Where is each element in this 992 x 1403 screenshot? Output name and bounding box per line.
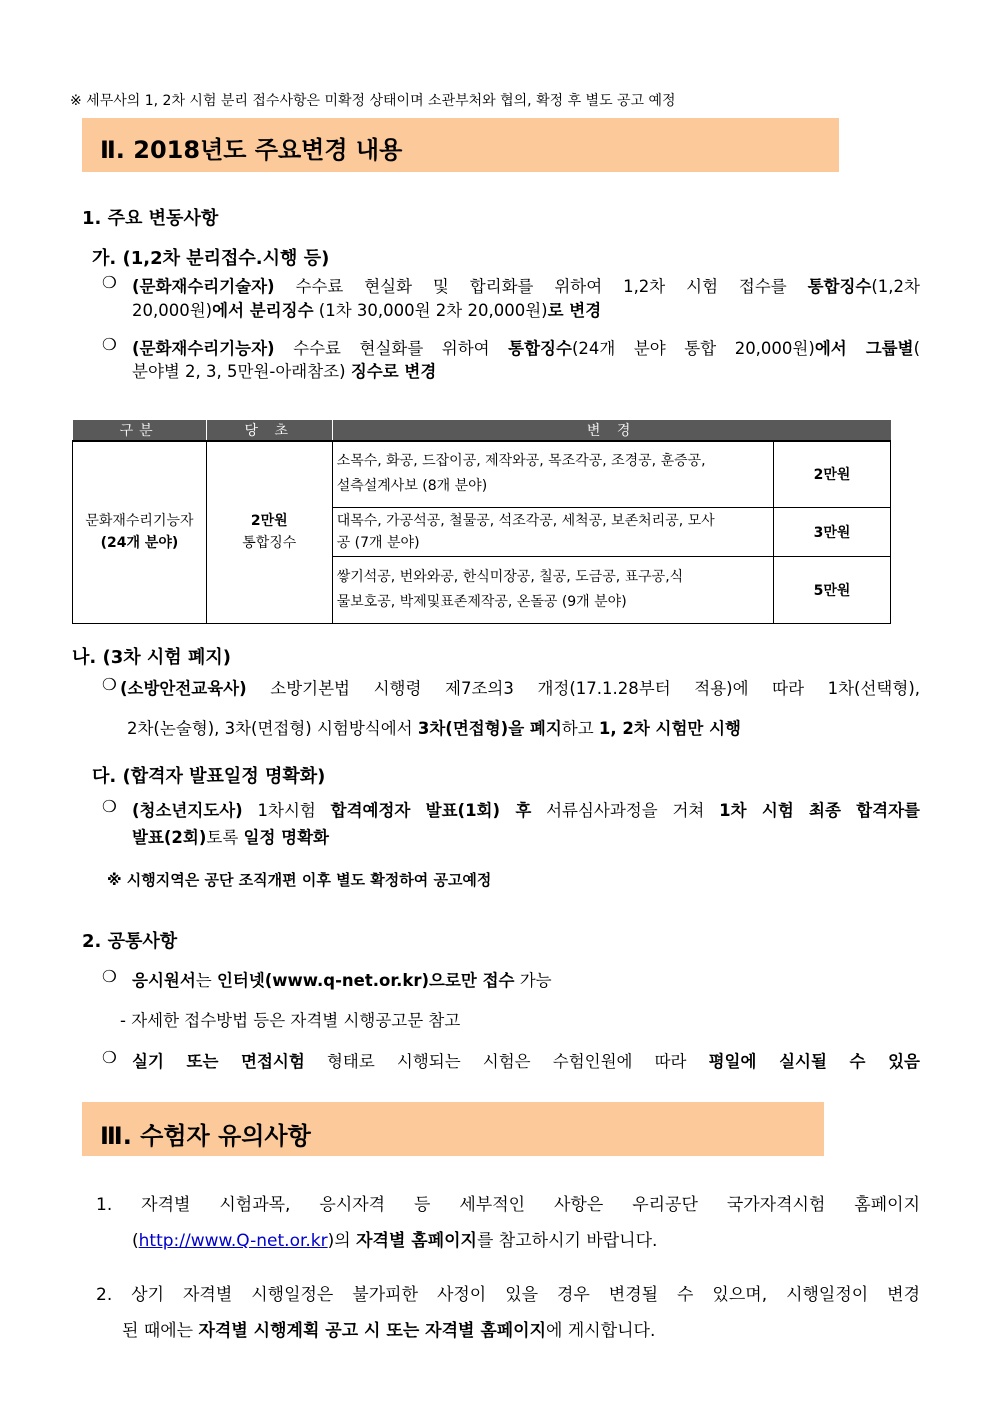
qnet-link[interactable]: http://www.Q-net.or.kr (138, 1231, 328, 1251)
common-i1d: 가능 (514, 971, 552, 990)
notice-l2-post: 를 참고하시기 바랍니다. (476, 1231, 658, 1251)
header-original: 당 초 (206, 420, 332, 441)
da-l1c: 합격예정자 발표(1회) 후 (330, 801, 532, 820)
top-note: ※ 세무사의 1, 2차 시험 분리 접수사항은 미확정 상태이며 소관부처와 협의, 확정 후 별도 공고 예정 (70, 93, 676, 109)
common-item1 (132, 967, 552, 991)
heading-da: 다. (합격자 발표일정 명확화) (92, 766, 326, 787)
ga-item2-text2: (24개 분야 통합 20,000원) (571, 339, 815, 358)
original-fee: 2만원 (250, 513, 288, 530)
common-i1b: 는 (195, 971, 217, 990)
na-l2b: 3차(면접형)을 폐지 (417, 719, 562, 738)
da-l1d: 서류심사과정을 거쳐 (531, 801, 720, 820)
trade-list-line: 대목수, 가공석공, 철물공, 석조각공, 세척공, 보존처리공, 모사 (336, 512, 715, 529)
da-l2b: 토록 (206, 828, 244, 847)
ga-item1-post: (1,2차 (871, 277, 920, 296)
ga-item2-bold2: 에서 그룹별 (814, 339, 914, 358)
common-i2a: 실기 또는 면접시험 (132, 1052, 305, 1071)
common-i1c: 인터넷(www.q-net.or.kr)으로만 접수 (216, 971, 515, 990)
table-header-row (73, 420, 891, 441)
ga-item1-text: 수수료 현실화 및 합리화를 위하여 1,2차 시험 접수를 (274, 277, 808, 296)
notice-l2-mid: )의 (327, 1231, 357, 1251)
da-l2a: 발표(2회) (132, 828, 207, 847)
trade-list-cell (332, 507, 773, 556)
category-cell (73, 441, 207, 623)
notice-i2-a: 된 때에는 (122, 1321, 199, 1341)
notice-i2-c: 에 게시합니다. (546, 1321, 656, 1341)
common-i2b: 형태로 시행되는 시험은 수험인원에 따라 (304, 1052, 709, 1071)
ga-item1-l2c: (1차 30,000원 2차 20,000원) (313, 301, 548, 320)
ga-item1-l2a: 20,000원) (132, 301, 213, 320)
section-2-title-box (82, 118, 839, 172)
common-i1a: 응시원서 (132, 971, 196, 990)
fee-cell: 3만원 (774, 507, 891, 556)
trade-list-line: 공 (7개 분야) (336, 534, 420, 551)
heading-na: 나. (3차 시험 폐지) (72, 647, 231, 668)
header-category: 구분 (73, 420, 207, 441)
common-item1-sub: - 자세한 접수방법 등은 자격별 시행공고문 참고 (120, 1011, 461, 1030)
na-text: 소방기본법 시행령 제7조의3 개정(17.1.28부터 적용)에 따라 1차(선택형), (246, 679, 920, 698)
ga-item2-line2 (132, 358, 436, 382)
ga-item2-post: ( (913, 339, 920, 358)
na-line1 (120, 675, 920, 699)
ga-item2-bold: 통합징수 (508, 339, 572, 358)
trade-list-cell (332, 556, 773, 623)
trade-list-line: 물보호공, 박제및표존제작공, 온돌공 (9개 분야) (336, 593, 627, 610)
da-note: ※ 시행지역은 공단 조직개편 이후 별도 확정하여 공고예정 (107, 871, 492, 889)
notice-l2-bold: 자격별 홈페이지 (356, 1231, 477, 1251)
notice-item2-line1: 2. 상기 자격별 시행일정은 불가피한 사정이 있을 경우 변경될 수 있으며, 시행일정이 변경 (96, 1285, 920, 1305)
trade-list-cell (332, 441, 773, 507)
bullet-icon: ❍ (102, 1048, 117, 1067)
ga-item2-label: (문화재수리기능자) (132, 339, 275, 358)
table-row (73, 441, 891, 507)
ga-item1-line2 (132, 297, 601, 321)
notice-item1-line1: 1. 자격별 시험과목, 응시자격 등 세부적인 사항은 우리공단 국가자격시험 홈페이지 (96, 1195, 920, 1215)
bullet-icon: ❍ (102, 273, 117, 292)
ga-item2-l2a: 분야별 2, 3, 5만원-아래참조) (132, 362, 351, 381)
trade-list-line: 설측설계사보 (8개 분야) (336, 478, 488, 495)
common-item2 (132, 1048, 920, 1072)
notice-item1-line2 (132, 1226, 657, 1251)
ga-item1-line1 (132, 273, 920, 297)
section-3-title: Ⅲ. 수험자 유의사항 (100, 1122, 311, 1150)
ga-item1-bold: 통합징수 (807, 277, 872, 296)
section-3-title-box (82, 1102, 824, 1156)
category-name: 문화재수리기능자 (85, 513, 194, 530)
notice-l2-pre: ( (132, 1231, 139, 1251)
da-l2c: 일정 명확화 (243, 828, 329, 847)
original-cell (206, 441, 332, 623)
notice-item2-line2 (122, 1316, 655, 1341)
original-sub: 통합징수 (242, 535, 297, 552)
section-2-title: Ⅱ. 2018년도 주요변경 내용 (100, 136, 403, 164)
bullet-icon: ❍ (102, 967, 117, 986)
fee-cell: 5만원 (774, 556, 891, 623)
trade-list-line: 소목수, 화공, 드잡이공, 제작와공, 목조각공, 조경공, 훈증공, (336, 453, 706, 470)
na-line2 (127, 715, 741, 739)
bullet-icon: ❍ (102, 797, 117, 816)
da-label: (청소년지도사) (132, 801, 243, 820)
category-sub: (24개 분야) (100, 535, 179, 552)
fee-table (72, 420, 891, 624)
fee-cell: 2만원 (774, 441, 891, 507)
subheading-main-changes: 1. 주요 변동사항 (82, 208, 219, 229)
notice-i2-b: 자격별 시행계획 공고 시 또는 자격별 홈페이지 (198, 1321, 547, 1341)
heading-ga: 가. (1,2차 분리접수.시행 등) (92, 248, 330, 269)
trade-list-line: 쌓기석공, 번와와공, 한식미장공, 칠공, 도금공, 표구공,식 (336, 568, 684, 585)
na-l2c: 하고 (561, 719, 599, 738)
ga-item1-l2b: 에서 분리징수 (212, 301, 314, 320)
da-l1b: 1차시험 (242, 801, 331, 820)
common-i2c: 평일에 실시될 수 있음 (708, 1052, 920, 1071)
ga-item2-l2b: 징수로 변경 (350, 362, 437, 381)
da-line2 (132, 824, 329, 848)
da-l1e: 1차 시험 최종 합격자를 (719, 801, 920, 820)
ga-item2-text: 수수료 현실화를 위하여 (274, 339, 509, 358)
subheading-common: 2. 공통사항 (82, 931, 178, 952)
na-l2a: 2차(논술형), 3차(면접형) 시험방식에서 (127, 719, 418, 738)
na-label: (소방안전교육사) (120, 679, 247, 698)
bullet-icon: ❍ (102, 675, 117, 694)
da-line1 (132, 797, 920, 821)
ga-item1-label: (문화재수리기술자) (132, 277, 275, 296)
na-l2d: 1, 2차 시험만 시행 (598, 719, 741, 738)
ga-item2-line1 (132, 335, 920, 359)
header-changed: 변 경 (332, 420, 890, 441)
bullet-icon: ❍ (102, 335, 117, 354)
ga-item1-l2d: 로 변경 (547, 301, 602, 320)
